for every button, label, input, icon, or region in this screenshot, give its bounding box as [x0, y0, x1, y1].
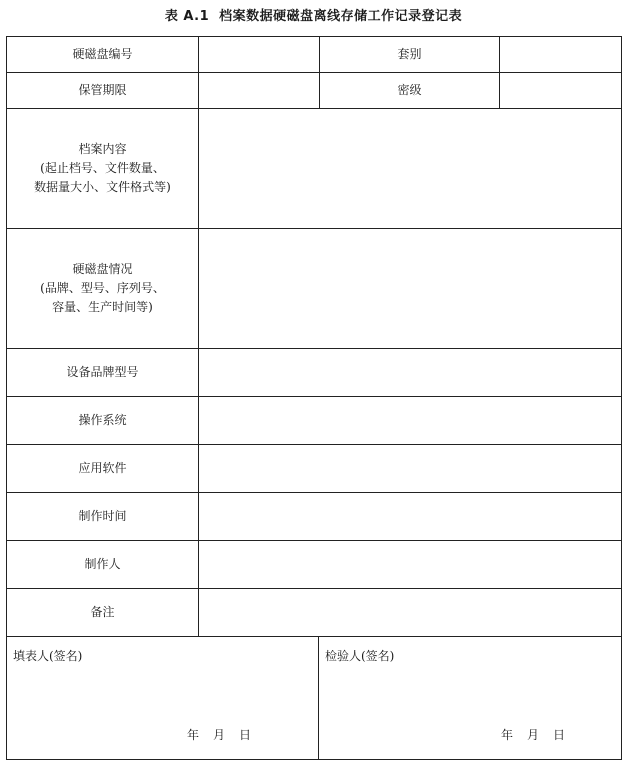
remark-label: 备注	[7, 589, 199, 637]
filler-day-label: 日	[239, 728, 252, 742]
filler-date	[187, 726, 251, 745]
made-time-field[interactable]	[199, 493, 622, 541]
filler-year-label: 年	[187, 728, 200, 742]
register-table	[6, 36, 622, 760]
maker-field[interactable]	[199, 541, 622, 589]
table-title	[0, 5, 627, 24]
table-row	[7, 637, 622, 760]
inspector-year-label: 年	[501, 728, 514, 742]
table-row	[7, 109, 622, 229]
disk-info-field[interactable]	[199, 229, 622, 349]
maker-label: 制作人	[7, 541, 199, 589]
device-model-label: 设备品牌型号	[7, 349, 199, 397]
content-label	[7, 109, 199, 229]
os-label: 操作系统	[7, 397, 199, 445]
table-row	[7, 349, 622, 397]
content-label-line3: 数据量大小、文件格式等)	[34, 180, 171, 194]
filler-signature-cell[interactable]	[7, 637, 319, 760]
inspector-signature-cell[interactable]	[319, 637, 622, 760]
security-field[interactable]	[500, 73, 622, 109]
table-row	[7, 589, 622, 637]
filler-month-label: 月	[213, 728, 226, 742]
inspector-day-label: 日	[553, 728, 566, 742]
content-label-line2: (起止档号、文件数量、	[40, 161, 165, 175]
made-time-label: 制作时间	[7, 493, 199, 541]
table-row	[7, 397, 622, 445]
disk-info-label-line3: 容量、生产时间等)	[52, 300, 153, 314]
content-label-line1: 档案内容	[78, 142, 127, 156]
disk-info-label-line1: 硬磁盘情况	[72, 262, 133, 276]
software-field[interactable]	[199, 445, 622, 493]
software-label: 应用软件	[7, 445, 199, 493]
table-row	[7, 73, 622, 109]
content-field[interactable]	[199, 109, 622, 229]
table-row	[7, 37, 622, 73]
set-no-field[interactable]	[500, 37, 622, 73]
os-field[interactable]	[199, 397, 622, 445]
retention-label: 保管期限	[7, 73, 199, 109]
security-label: 密级	[320, 73, 500, 109]
filler-signature-label: 填表人(签名)	[13, 649, 83, 663]
disk-info-label-line2: (品牌、型号、序列号、	[40, 281, 165, 295]
table-title-text: 档案数据硬磁盘离线存储工作记录登记表	[219, 9, 463, 24]
device-model-field[interactable]	[199, 349, 622, 397]
retention-field[interactable]	[199, 73, 320, 109]
table-row	[7, 445, 622, 493]
inspector-date	[501, 726, 565, 745]
disk-info-label	[7, 229, 199, 349]
set-no-label: 套别	[320, 37, 500, 73]
table-code: 表 A.1	[164, 9, 210, 24]
disk-no-field[interactable]	[199, 37, 320, 73]
table-row	[7, 229, 622, 349]
inspector-signature-label: 检验人(签名)	[325, 649, 395, 663]
table-row	[7, 493, 622, 541]
remark-field[interactable]	[199, 589, 622, 637]
disk-no-label: 硬磁盘编号	[7, 37, 199, 73]
inspector-month-label: 月	[527, 728, 540, 742]
table-row	[7, 541, 622, 589]
